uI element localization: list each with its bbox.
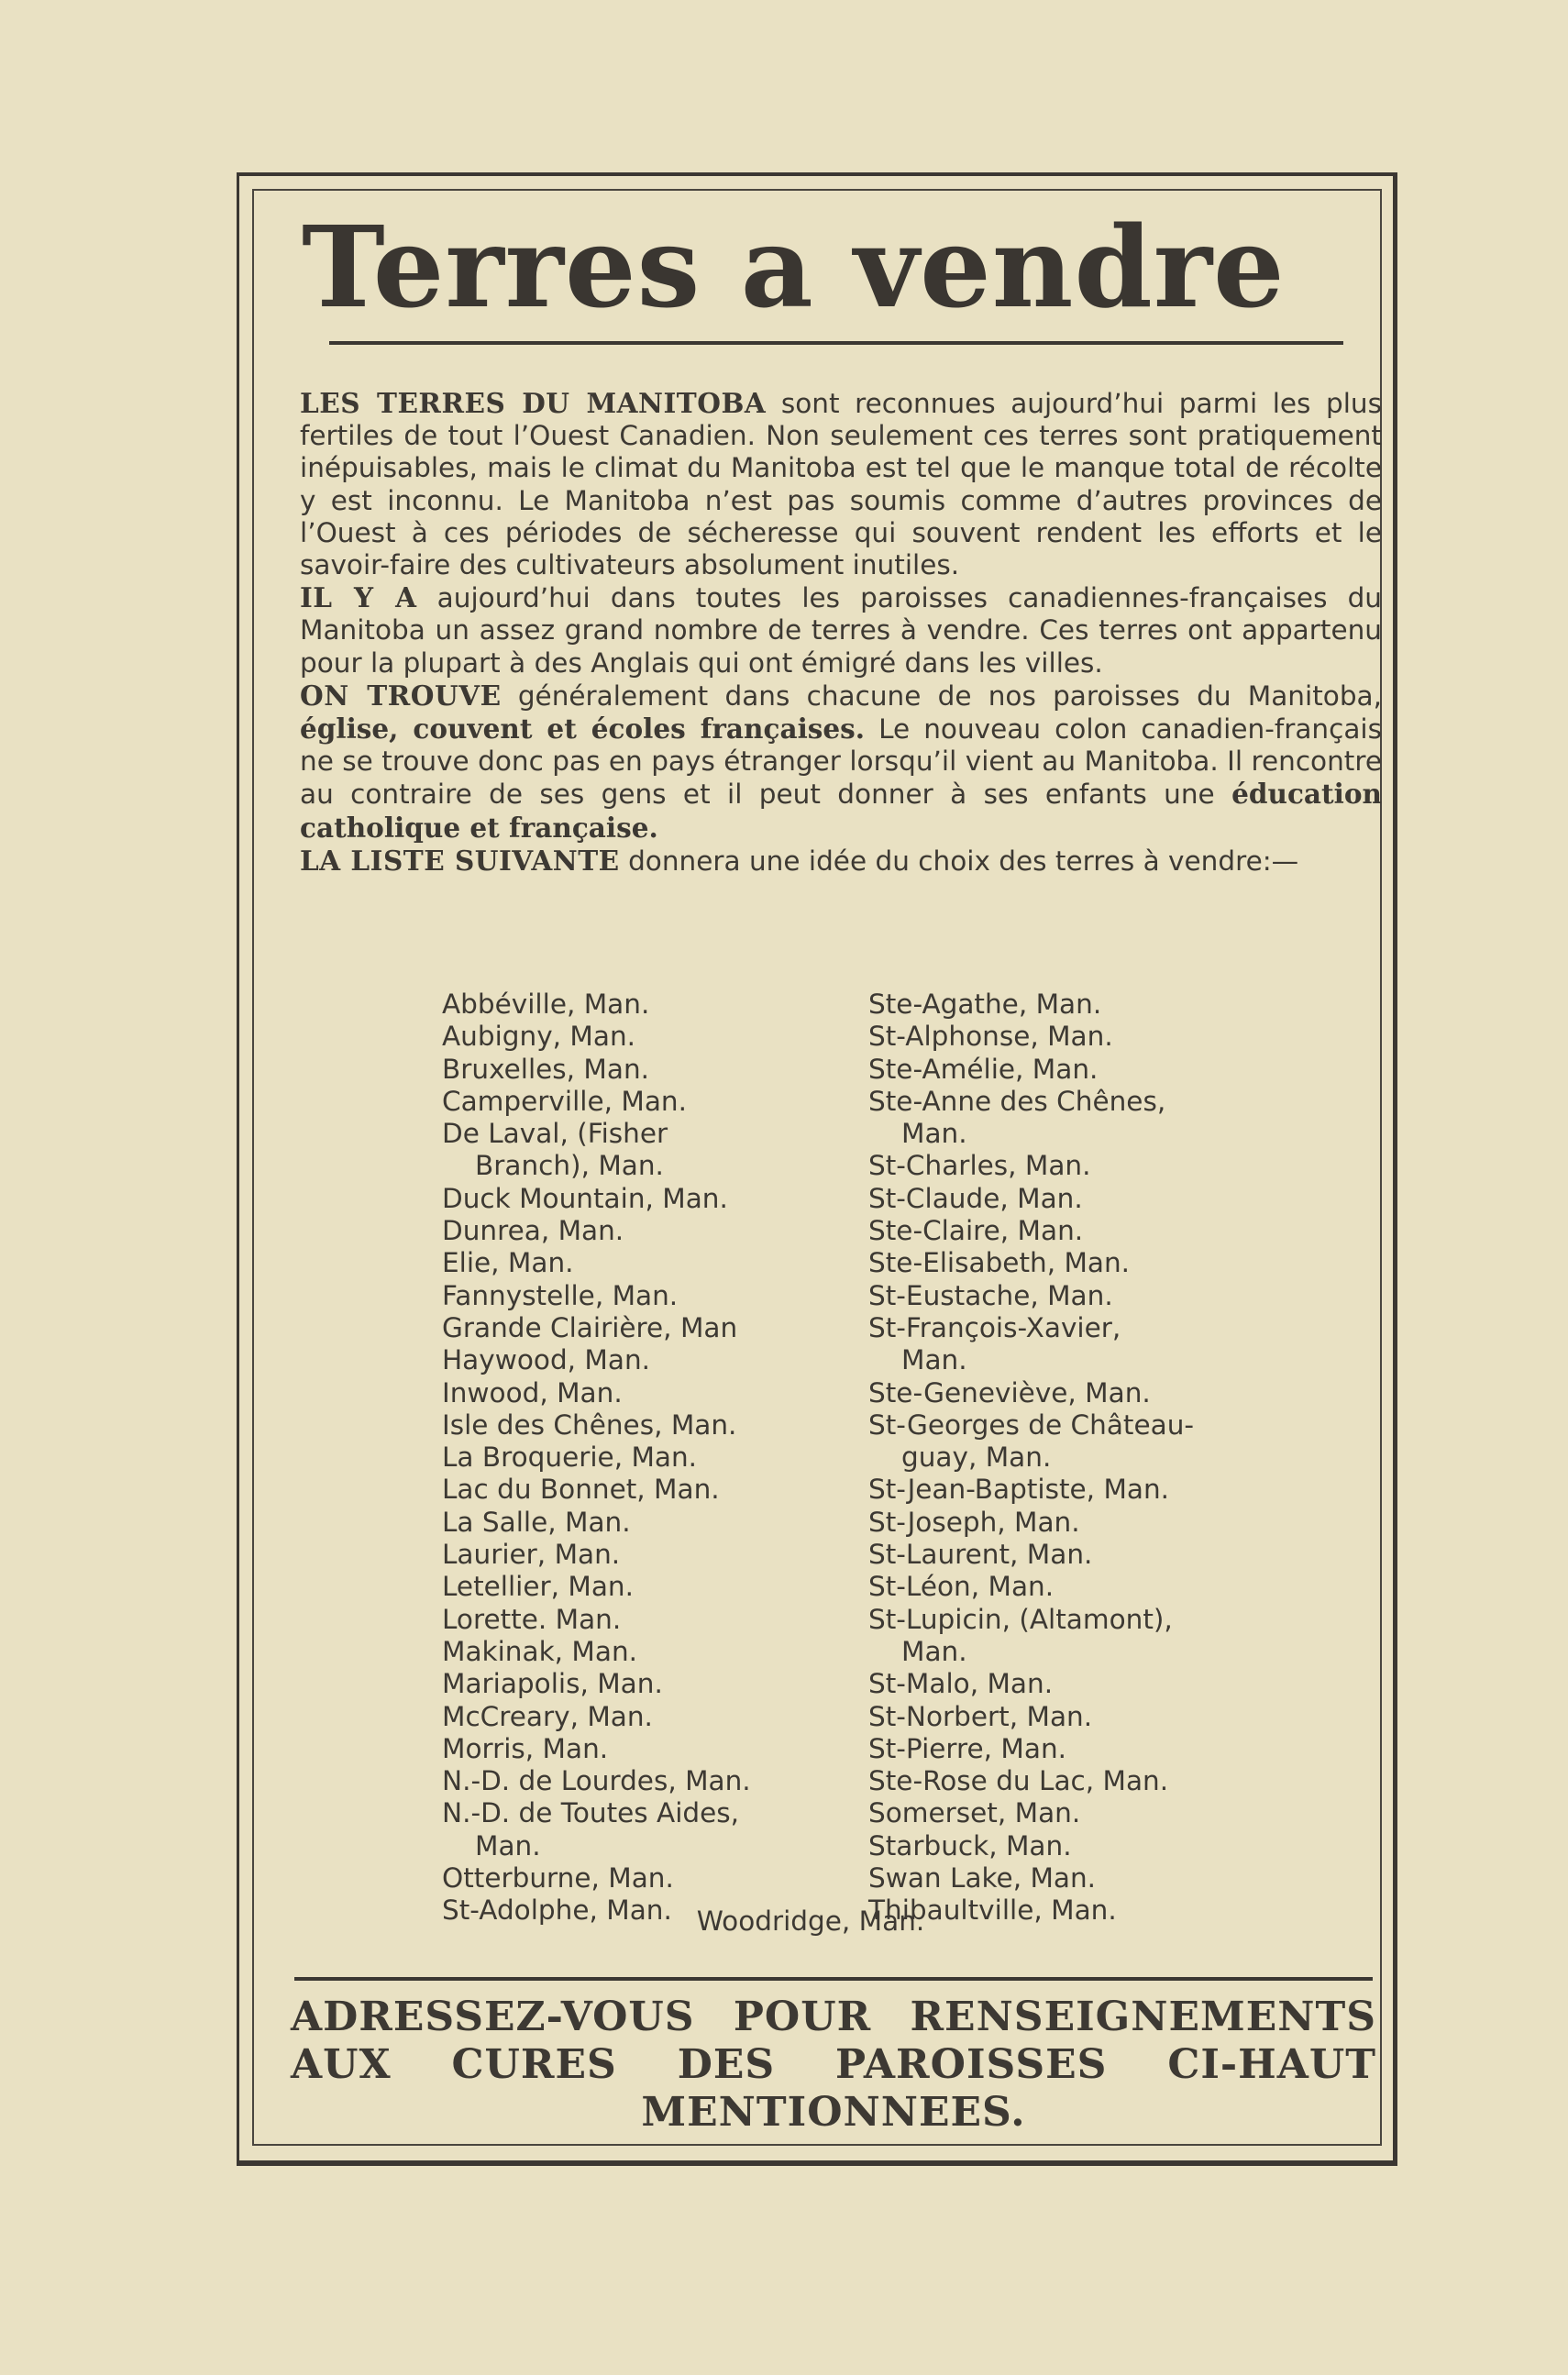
parish-list-item: Isle des Chênes, Man. — [442, 1408, 737, 1441]
footer-word: POUR — [733, 1994, 872, 2040]
parish-list-item: Makinak, Man. — [442, 1635, 638, 1667]
footer-word: CI-HAUT — [1167, 2041, 1376, 2088]
parish-list-item: Ste-Claire, Man. — [868, 1215, 1084, 1247]
footer-line-3: MENTIONNEES. — [641, 2089, 1026, 2136]
paragraph-text: généralement dans chacune de nos paroisses du Manitoba, — [517, 679, 1382, 712]
title-underline — [329, 341, 1343, 345]
parish-list-item: St-Georges de Château- — [868, 1408, 1195, 1441]
parish-list-item: St-Laurent, Man. — [868, 1539, 1093, 1571]
parish-list-item: St-Claude, Man. — [868, 1182, 1083, 1214]
parish-list-item: Man. — [901, 1344, 967, 1376]
parish-list-item: Ste-Amélie, Man. — [868, 1053, 1099, 1085]
parish-list-item: St-Charles, Man. — [868, 1150, 1091, 1182]
parish-list-item: Ste-Agathe, Man. — [868, 989, 1102, 1020]
parish-list-item: Bruxelles, Man. — [442, 1053, 650, 1085]
paragraph-lead: IL Y A — [300, 581, 417, 614]
parish-list-item: Otterburne, Man. — [442, 1862, 674, 1894]
footer-word: RENSEIGNEMENTS — [910, 1994, 1376, 2040]
parish-list-item: St-Jean-Baptiste, Man. — [868, 1474, 1170, 1506]
parish-list-item: De Laval, (Fisher — [442, 1118, 668, 1150]
paragraph-la-liste — [300, 845, 1382, 878]
parish-list-item: Branch), Man. — [475, 1150, 664, 1182]
emphasis-text: éducation catholique et française. — [300, 778, 1382, 844]
parish-list-item: Thibaultville, Man. — [868, 1894, 1117, 1927]
footer-line-1 — [291, 1994, 1376, 2041]
footer-divider — [294, 1977, 1373, 1981]
footer-line-2 — [291, 2041, 1376, 2089]
parish-list-item: Lac du Bonnet, Man. — [442, 1474, 720, 1506]
footer-word: AUX — [291, 2041, 392, 2088]
footer-word: CURES — [451, 2041, 617, 2088]
parish-list-item: Man. — [901, 1635, 967, 1667]
parish-list-item: Swan Lake, Man. — [868, 1862, 1097, 1894]
parish-list-item: Starbuck, Man. — [868, 1829, 1072, 1861]
paragraph-text: donnera une idée du choix des terres à vendre:— — [628, 845, 1299, 877]
paragraph-intro — [300, 387, 1382, 581]
footer-notice — [291, 1994, 1376, 2137]
parish-list-item: Elie, Man. — [442, 1247, 574, 1279]
paragraph-text: sont reconnues aujourd’hui parmi les plus fertiles de tout l’Ouest Canadien. Non seulement ces terres sont pratiquement inépuisables, mais le climat du Manitoba est tel que le manque total de récolte y est inconnu. Le Manitoba n’est pas soumis comme d’autres provinces de l’Ouest à ces périodes de sécheresse qui souvent rendent les efforts et le savoir-faire des cultivateurs absolument inutiles. — [300, 388, 1382, 581]
parish-list-item: Dunrea, Man. — [442, 1215, 624, 1247]
parish-list-item: N.-D. de Lourdes, Man. — [442, 1765, 751, 1797]
parish-list-item: Aubigny, Man. — [442, 1021, 636, 1053]
paragraph-text: Le nouveau colon canadien-français ne se trouve donc pas en pays étranger lorsqu’il vient au Manitoba. Il rencontre au contraire de ses gens et il peut donner à ses enfants une — [300, 713, 1382, 811]
paragraph-lead: LA LISTE SUIVANTE — [300, 844, 620, 877]
parish-list-item: St-Norbert, Man. — [868, 1700, 1093, 1732]
paragraph-on-trouve — [300, 679, 1382, 845]
body-text — [300, 387, 1382, 878]
parish-list-item: guay, Man. — [901, 1442, 1052, 1474]
paragraph-lead: LES TERRES DU MANITOBA — [300, 387, 767, 419]
parish-list-item: Camperville, Man. — [442, 1085, 687, 1117]
parish-list-last-item: Woodridge, Man. — [696, 1906, 925, 1937]
parish-list-item: Grande Clairière, Man — [442, 1311, 738, 1343]
footer-word: ADRESSEZ-VOUS — [291, 1994, 695, 2040]
parish-list-right — [868, 989, 1194, 1928]
parish-list-item: St-Lupicin, (Altamont), — [868, 1603, 1173, 1635]
page-title: Terres a vendre — [302, 201, 1286, 333]
footer-word: PAROISSES — [835, 2041, 1108, 2088]
parish-list-item: St-Léon, Man. — [868, 1571, 1055, 1603]
parish-list-item: Man. — [901, 1118, 967, 1150]
emphasis-text: église, couvent et écoles françaises. — [300, 712, 866, 746]
parish-list-item: St-Eustache, Man. — [868, 1279, 1113, 1311]
inner-border — [252, 189, 1382, 2146]
parish-list-item: Morris, Man. — [442, 1732, 609, 1764]
parish-list-item: Fannystelle, Man. — [442, 1279, 679, 1311]
parish-list-item: Duck Mountain, Man. — [442, 1182, 728, 1214]
parish-list-item: La Salle, Man. — [442, 1506, 631, 1538]
advertisement-frame — [237, 172, 1397, 2166]
parish-list-item: Laurier, Man. — [442, 1539, 621, 1571]
parish-list-item: St-Joseph, Man. — [868, 1506, 1080, 1538]
parish-list-item: Mariapolis, Man. — [442, 1668, 663, 1700]
parish-list-item: St-Adolphe, Man. — [442, 1894, 672, 1927]
parish-list-item: Ste-Rose du Lac, Man. — [868, 1765, 1169, 1797]
parish-list-item: N.-D. de Toutes Aides, — [442, 1797, 740, 1829]
parish-list-item: Abbéville, Man. — [442, 989, 650, 1020]
parish-list-item: St-Malo, Man. — [868, 1668, 1054, 1700]
parish-list-item: Ste-Geneviève, Man. — [868, 1376, 1151, 1408]
parish-list-left — [442, 989, 751, 1928]
paragraph-lead: ON TROUVE — [300, 679, 502, 712]
paragraph-text: aujourd’hui dans toutes les paroisses canadiennes-françaises du Manitoba un assez grand nombre de terres à vendre. Ces terres ont appartenu pour la plupart à des Anglais qui ont émigré dans les villes. — [300, 582, 1382, 679]
parish-list-item: St-François-Xavier, — [868, 1311, 1121, 1343]
parish-list-item: Man. — [475, 1829, 541, 1861]
parish-list-item: Inwood, Man. — [442, 1376, 623, 1408]
parish-list-item: Ste-Elisabeth, Man. — [868, 1247, 1131, 1279]
parish-list-item: McCreary, Man. — [442, 1700, 653, 1732]
footer-word: DES — [677, 2041, 776, 2088]
parish-list-item: Lorette. Man. — [442, 1603, 622, 1635]
parish-list-item: Letellier, Man. — [442, 1571, 635, 1603]
parish-list-item: St-Alphonse, Man. — [868, 1021, 1113, 1053]
parish-list-item: Haywood, Man. — [442, 1344, 651, 1376]
parish-list-item: St-Pierre, Man. — [868, 1732, 1067, 1764]
paragraph-il-y-a — [300, 581, 1382, 679]
parish-list-item: La Broquerie, Man. — [442, 1442, 698, 1474]
parish-list-item: Ste-Anne des Chênes, — [868, 1085, 1166, 1117]
parish-list-item: Somerset, Man. — [868, 1797, 1081, 1829]
